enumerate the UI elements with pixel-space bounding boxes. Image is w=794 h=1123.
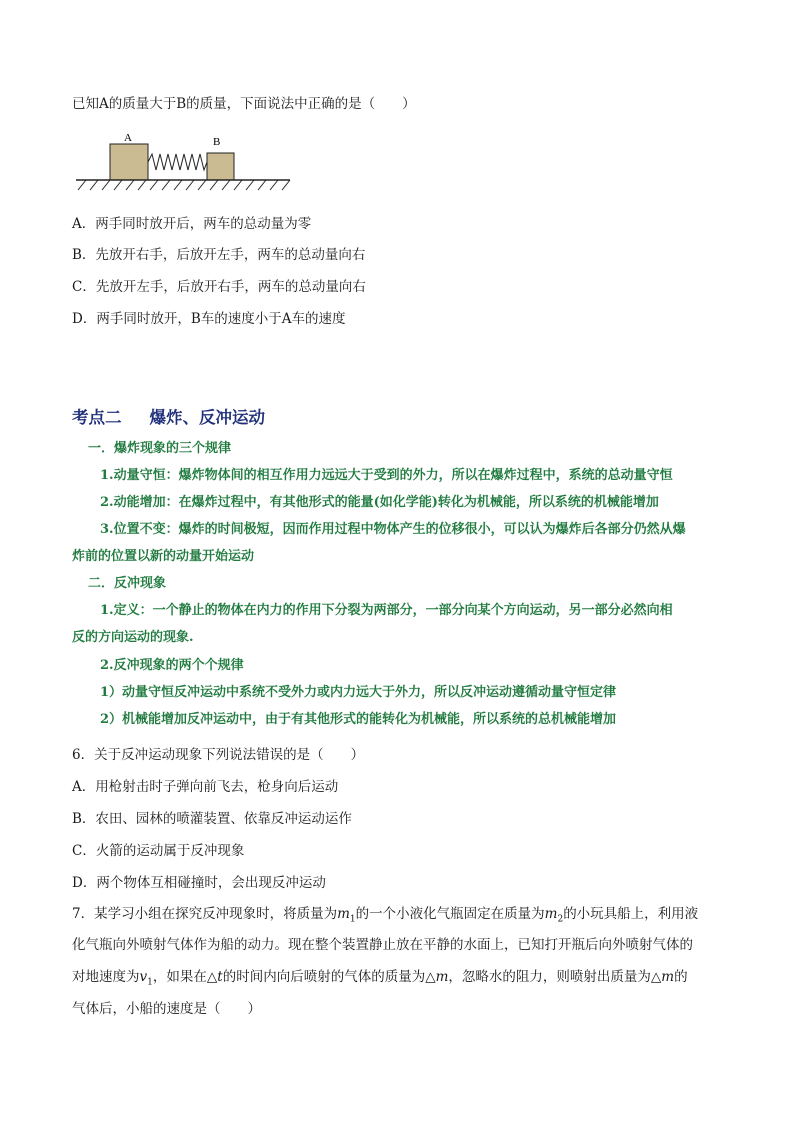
note-recoil-rule-1: 1）动量守恒反冲运动中系统不受外力或内力远大于外力，所以反冲运动遵循动量守恒定律 [100, 685, 617, 700]
spring [148, 154, 207, 170]
note-momentum-conservation: 1.动量守恒：爆炸物体间的相互作用力远远大于受到的外力，所以在爆炸过程中，系统的总动量守恒 [100, 468, 673, 483]
q7-text: 7．某学习小组在探究反冲现象时，将质量为 [72, 906, 338, 922]
spring-blocks-diagram [72, 128, 294, 200]
q5-option-b: B．先放开右手，后放开左手，两车的总动量向右 [72, 247, 366, 263]
var-m1-sub: 1 [349, 914, 356, 925]
q7-text: 的 [674, 969, 688, 985]
q7-text: ，忽略水的阻力，则喷射出质量为△ [448, 969, 662, 985]
var-m2-sub: 2 [557, 914, 564, 925]
q7-text: 的小玩具船上，利用液 [563, 906, 699, 922]
q6-option-c: C．火箭的运动属于反冲现象 [72, 843, 245, 859]
var-v1-sub: 1 [147, 977, 153, 988]
var-v1: v [139, 969, 148, 985]
label-b: B [213, 136, 221, 148]
section-number: 考点二 [72, 408, 122, 427]
note-definition-b: 反的方向运动的现象. [72, 630, 194, 645]
q5-option-a: A．两手同时放开后，两车的总动量为零 [72, 216, 312, 232]
q6-option-a: A．用枪射击时子弹向前飞去，枪身向后运动 [72, 779, 339, 795]
note-heading-recoil: 二．反冲现象 [88, 576, 167, 591]
label-a: A [124, 132, 132, 144]
q7-line-2: 化气瓶向外喷射气体作为船的动力。现在整个装置静止放在平静的水面上，已知打开瓶后向外喷射气体的 [72, 937, 693, 953]
q7-text: 的一个小液化气瓶固定在质量为 [355, 906, 545, 922]
spring-blocks-figure [72, 128, 294, 204]
note-position-b: 炸前的位置以新的动量开始运动 [72, 549, 255, 564]
q6-option-d: D．两个物体互相碰撞时，会出现反冲运动 [72, 875, 326, 891]
question-6-stem: 6．关于反冲运动现象下列说法错误的是（ ） [72, 747, 365, 763]
q5-option-d: D．两手同时放开，B车的速度小于A车的速度 [72, 311, 346, 327]
var-dm: m [435, 969, 449, 985]
block-b [207, 153, 234, 180]
section-title: 爆炸、反冲运动 [149, 408, 265, 427]
note-kinetic-energy: 2.动能增加：在爆炸过程中，有其他形式的能量(如化学能)转化为机械能，所以系统的机械能增加 [100, 495, 659, 510]
note-recoil-rules: 2.反冲现象的两个个规律 [100, 658, 244, 673]
var-dm: m [661, 969, 675, 985]
q7-text: ，如果在△ [152, 969, 218, 985]
q7-line-3 [72, 967, 688, 993]
var-t: t [217, 969, 223, 985]
q7-line-4: 气体后，小船的速度是（ ） [72, 1001, 261, 1017]
q7-text: 的时间内向后喷射的气体的质量为△ [222, 969, 436, 985]
question-5-stem: 已知A的质量大于B的质量，下面说法中正确的是（ ） [72, 96, 416, 112]
var-m1: m [337, 906, 350, 922]
var-m2: m [544, 906, 558, 922]
block-a [110, 144, 148, 180]
q7-line-1 [72, 904, 698, 930]
note-position-a: 3.位置不变：爆炸的时间极短，因而作用过程中物体产生的位移很小，可以认为爆炸后各部分仍然从爆 [100, 522, 686, 537]
note-definition-a: 1.定义：一个静止的物体在内力的作用下分裂为两部分，一部分向某个方向运动，另一部分必然向相 [100, 603, 673, 618]
section-heading [72, 404, 265, 428]
q6-option-b: B．农田、园林的喷灌装置、依靠反冲运动运作 [72, 811, 352, 827]
ground-hatching [78, 180, 290, 190]
q7-text: 对地速度为 [72, 969, 140, 985]
note-recoil-rule-2: 2）机械能增加反冲运动中，由于有其他形式的能转化为机械能，所以系统的总机械能增加 [100, 712, 617, 727]
note-heading-explosion: 一．爆炸现象的三个规律 [88, 441, 232, 456]
q5-option-c: C．先放开左手，后放开右手，两车的总动量向右 [72, 279, 366, 295]
